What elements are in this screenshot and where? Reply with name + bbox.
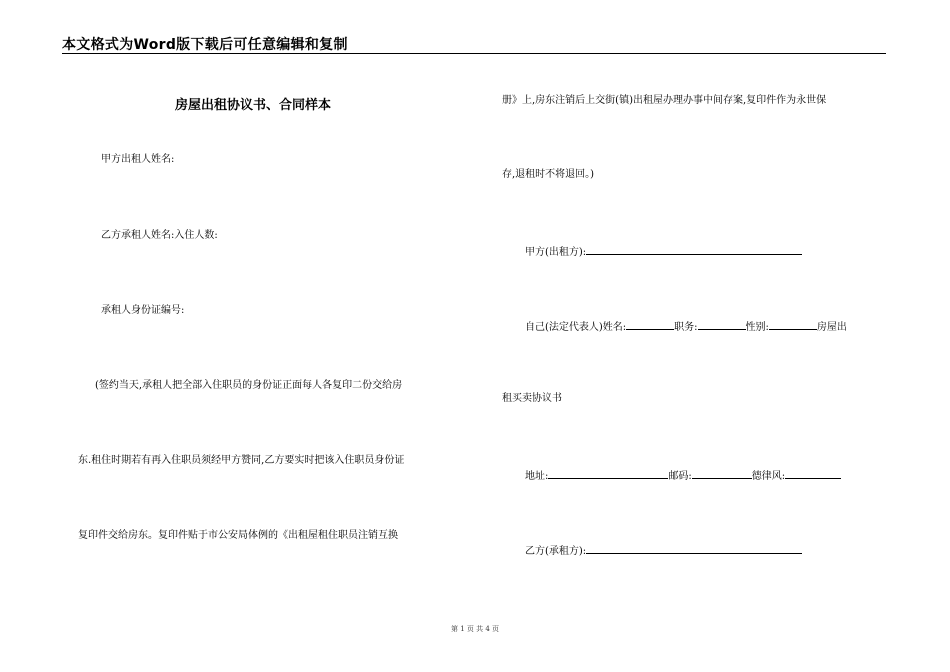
address-label: 地址: bbox=[525, 471, 549, 482]
party-b-label: 乙方(承租方): bbox=[525, 546, 587, 557]
right-line-2: 存,退租时不将退回。) bbox=[502, 169, 595, 180]
address-line bbox=[525, 468, 841, 483]
legal-rep-blank bbox=[626, 319, 674, 330]
party-a-line bbox=[525, 244, 802, 259]
right-line-1: 册》上,房东注销后上交街(镇)出租屋办理办事中间存案,复印件作为永世保 bbox=[502, 95, 827, 106]
party-b-blank bbox=[586, 543, 802, 554]
legal-rep-label: 自己(法定代表人)姓名: bbox=[525, 322, 627, 333]
page-footer: 第 1 页 共 4 页 bbox=[450, 625, 500, 633]
left-line-6: 复印件交给房东。复印件贴于市公安局体例的《出租屋租住职员注销互换 bbox=[78, 530, 398, 541]
left-line-5: 东.租住时期若有再入住职员须经甲方赞同,乙方要实时把该入住职员身份证 bbox=[78, 455, 405, 466]
postcode-blank bbox=[692, 468, 752, 479]
document-title: 房屋出租协议书、合同样本 bbox=[175, 98, 332, 113]
legal-rep-line bbox=[525, 319, 847, 334]
position-label: 职务: bbox=[674, 322, 698, 333]
left-line-4: (签约当天,承租人把全部入住职员的身份证正面每人各复印二份交给房 bbox=[95, 380, 403, 391]
party-a-blank bbox=[586, 244, 802, 255]
gender-label: 性别: bbox=[745, 322, 769, 333]
house-out-label: 房屋出 bbox=[816, 322, 847, 333]
address-blank bbox=[548, 468, 668, 479]
position-blank bbox=[698, 319, 746, 330]
left-line-3: 承租人身份证编号: bbox=[101, 305, 185, 316]
phone-blank bbox=[785, 468, 841, 479]
postcode-label: 邮码: bbox=[668, 471, 692, 482]
header-divider bbox=[62, 53, 886, 54]
party-a-label: 甲方(出租方): bbox=[525, 247, 587, 258]
party-b-line bbox=[525, 543, 802, 558]
page-header: 本文格式为Word版下载后可任意编辑和复制 bbox=[62, 37, 348, 53]
left-line-2: 乙方承租人姓名:入住人数: bbox=[101, 230, 218, 241]
phone-label: 德律风: bbox=[751, 471, 786, 482]
gender-blank bbox=[769, 319, 817, 330]
rent-sale-line: 租买卖协议书 bbox=[502, 393, 562, 404]
left-line-1: 甲方出租人姓名: bbox=[101, 154, 175, 165]
